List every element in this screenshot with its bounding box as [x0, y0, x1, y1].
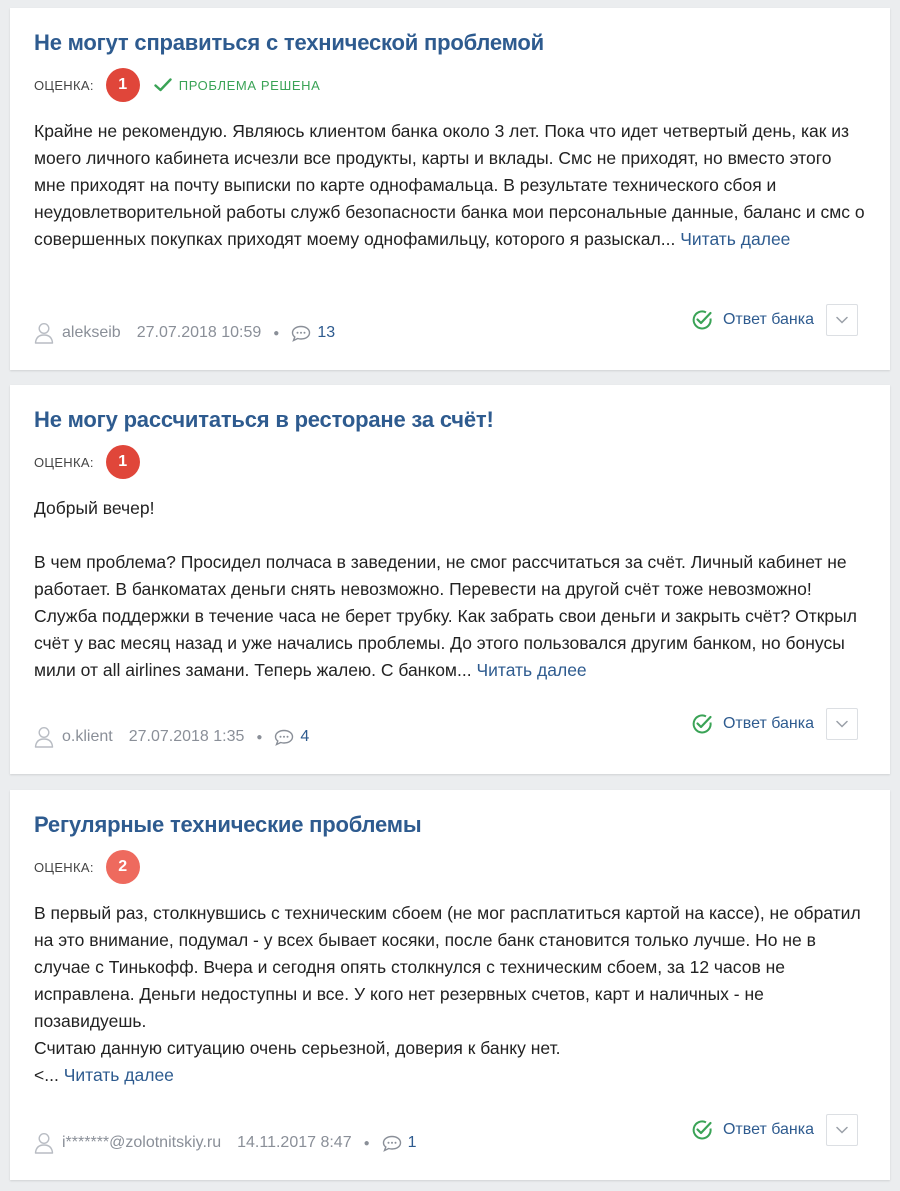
review-text: [34, 900, 866, 1089]
author-name[interactable]: alekseib: [62, 324, 121, 341]
comments-count: 13: [317, 324, 336, 341]
review-meta: [34, 322, 335, 344]
separator-dot: ●: [273, 327, 280, 339]
rating-label: ОЦЕНКА:: [34, 454, 94, 470]
review-text: [34, 495, 866, 684]
chevron-down-icon: [836, 720, 848, 728]
user-icon: [34, 726, 54, 748]
author-name[interactable]: i*******@zolotnitskiy.ru: [62, 1134, 222, 1151]
review-card: [10, 790, 890, 1180]
check-circle-icon: [691, 713, 713, 735]
chevron-down-icon: [836, 1126, 848, 1134]
review-paragraph: Добрый вечер!: [34, 498, 155, 518]
review-date: 27.07.2018 1:35: [128, 728, 245, 745]
check-circle-icon: [691, 1119, 713, 1141]
user-icon: [34, 322, 54, 344]
bank-answer-label: Ответ банка: [722, 311, 814, 328]
status-label: ПРОБЛЕМА РЕШЕНА: [178, 77, 321, 93]
comment-icon: [382, 1135, 402, 1152]
bank-answer: [691, 304, 858, 336]
rating-badge: 1: [106, 68, 140, 102]
bank-answer-toggle[interactable]: [691, 713, 814, 735]
rating-label: ОЦЕНКА:: [34, 77, 94, 93]
review-title[interactable]: Не могу рассчитаться в ресторане за счёт!: [34, 407, 494, 432]
bank-answer-label: Ответ банка: [722, 1121, 814, 1138]
status-badge: [154, 78, 321, 93]
review-text: [34, 118, 866, 253]
review-title[interactable]: Регулярные технические проблемы: [34, 812, 422, 837]
expand-button[interactable]: [826, 708, 858, 740]
comments-link[interactable]: [274, 728, 309, 746]
rating-badge: 2: [106, 850, 140, 884]
review-paragraph: В первый раз, столкнувшись с техническим сбоем (не мог расплатиться картой на кассе), не обратил на это внимание, подумал - у всех бывает косяки, после банк становится только лучше. Но не в случае с Тинькофф. Вчера и сегодня опять столкнулся с техническим сбоем, за 12 часов не исправлена. Деньги недоступны и все. У кого нет резервных счетов, карт и наличных - не позавидуешь.: [34, 903, 861, 1031]
expand-button[interactable]: [826, 1114, 858, 1146]
bank-answer: [691, 708, 858, 740]
review-title[interactable]: Не могут справиться с технической проблемой: [34, 30, 544, 55]
bank-answer-toggle[interactable]: [691, 1119, 814, 1141]
comments-count: 1: [407, 1134, 417, 1151]
rating-row: [34, 445, 140, 479]
read-more-link[interactable]: Читать далее: [476, 660, 587, 680]
review-paragraph: <...: [34, 1065, 59, 1085]
review-date: 27.07.2018 10:59: [136, 324, 262, 341]
comments-link[interactable]: [382, 1134, 417, 1152]
review-card: [10, 8, 890, 370]
check-circle-icon: [691, 309, 713, 331]
review-date: 14.11.2017 8:47: [237, 1134, 352, 1151]
read-more-link[interactable]: Читать далее: [680, 229, 791, 249]
expand-button[interactable]: [826, 304, 858, 336]
comment-icon: [291, 325, 311, 342]
rating-label: ОЦЕНКА:: [34, 859, 94, 875]
comments-count: 4: [300, 728, 310, 745]
read-more-link[interactable]: Читать далее: [63, 1065, 174, 1085]
rating-row: [34, 68, 320, 102]
review-meta: [34, 726, 309, 748]
review-paragraph: Считаю данную ситуацию очень серьезной, доверия к банку нет.: [34, 1038, 561, 1058]
review-card: [10, 385, 890, 774]
comments-link[interactable]: [291, 324, 335, 342]
user-icon: [34, 1132, 54, 1154]
checkmark-icon: [154, 78, 172, 92]
review-paragraph: Крайне не рекомендую. Являюсь клиентом банка около 3 лет. Пока что идет четвертый день, как из моего личного кабинета исчезли все продукты, карты и вклады. Смс не приходят, но вместо этого мне приходят на почту выписки по карте однофамальца. В результате технического сбоя и неудовлетворительной работы служб безопасности банка мои персональные данные, баланс и смс о совершенных покупках приходят моему однофамильцу, которого я разыскал...: [34, 121, 865, 249]
separator-dot: ●: [363, 1137, 370, 1149]
bank-answer-toggle[interactable]: [691, 309, 814, 331]
review-paragraph: В чем проблема? Просидел полчаса в заведении, не смог рассчитаться за счёт. Личный кабинет не работает. В банкоматах деньги снять невозможно. Перевести на другой счёт тоже невозможно! Служба поддержки в течение часа не берет трубку. Как забрать свои деньги и закрыть счёт? Открыл счёт у вас месяц назад и уже начались проблемы. До этого пользовался другим банком, но бонусы мили от all airlines замани. Теперь жалею. С банком...: [34, 552, 857, 680]
comment-icon: [274, 729, 294, 746]
rating-badge: 1: [106, 445, 140, 479]
review-meta: [34, 1132, 417, 1154]
rating-row: [34, 850, 140, 884]
separator-dot: ●: [256, 731, 263, 743]
bank-answer: [691, 1114, 858, 1146]
author-name[interactable]: o.klient: [62, 728, 113, 745]
bank-answer-label: Ответ банка: [722, 715, 814, 732]
chevron-down-icon: [836, 316, 848, 324]
